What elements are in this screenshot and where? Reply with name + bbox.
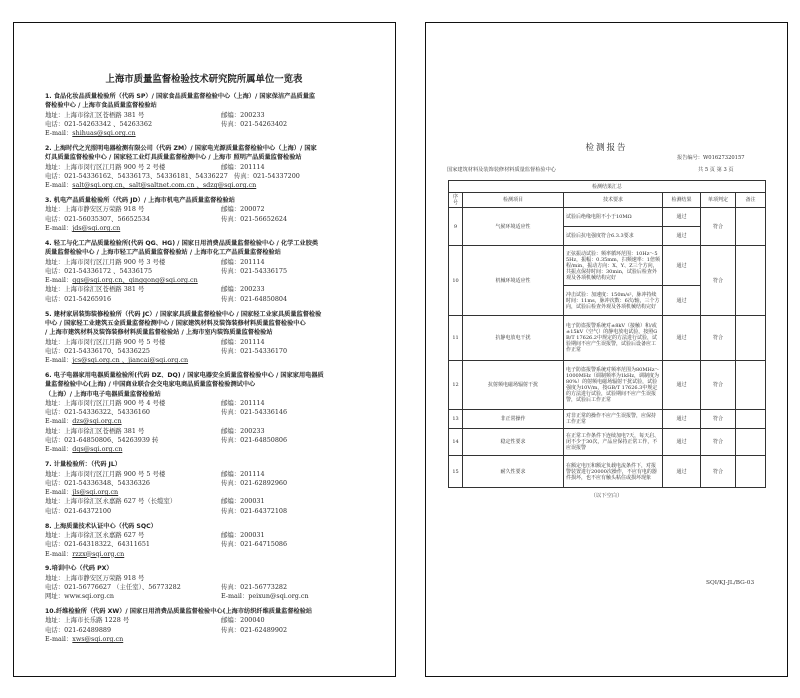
contact-right: 邮编：201114 [221,469,265,478]
contact-line [45,120,390,129]
entry-heading-line: 量监督检验中心(上海) / 中国商业联合会交电家电商品质量监督检验测试中心 [45,381,256,389]
entry-heading-line: 中心 / 国家轻工业建筑五金质量监督检测中心 / 国家建筑材料及装饰装修材料质量监督检验中心 [45,319,306,327]
contact-left: 地址：上海市徐汇区永嘉路 627 号 [45,530,145,539]
table-row [449,246,766,286]
cell-item: 抗射频电磁场辐射干扰 [463,361,564,410]
email-label: E-mail： [45,356,73,365]
cell-serial: 12 [449,361,463,410]
cell-requirement: 电子防盗报警系统对±8kV（接触）和/或±15kV（空气）的静电放电试验，按照GB/T 17626.2中规定的方法进行试验，试验期间不应产生误报警，试验后设备应工作正常 [564,316,663,361]
cell-serial: 13 [449,410,463,429]
directory-entry-list [45,92,390,644]
email-line [45,224,390,233]
directory-content [45,74,390,650]
table-header-row [449,193,766,208]
contact-right: 传真：021-62892960 [221,478,288,487]
form-code: SQI/KJ-JL/BG-03 [706,580,755,586]
contact-line [45,531,390,540]
contact-line [45,479,390,488]
cell-requirement: 在正常工作条件下连续加电7天，每天启、闭不少于30次，产品应保持正常工作，不应误报警 [564,429,663,456]
cell-serial: 15 [449,456,463,488]
cell-result: 通过 [663,410,701,429]
cell-serial: 9 [449,208,463,246]
report-page [425,22,788,677]
entry-heading-line: （上海）/ 上海市电子电器质量监督检验站 [45,390,161,398]
directory-entry-10 [45,607,390,644]
contact-left: 电话：021-56776627 （主任室）、56773282 [45,583,181,591]
email-line [45,635,390,644]
cell-result: 通过 [663,246,701,286]
cell-result: 通过 [663,429,701,456]
contact-left: 电话：021-54265916 [45,294,112,303]
contact-right: E-mail：peixun@sqi.org.cn [221,592,309,601]
cell-requirement: 对非正常的操作不应产生误报警，应保持工作正常 [564,410,663,429]
cell-remark [736,410,766,429]
entry-heading-line: / 上海市建筑材料及装饰装修材料质量监督检验站 / 上海市室内装饰质量监督检验站 [45,329,273,337]
cell-result: 通过 [663,227,701,246]
entry-heading-line: 2. 上海时代之光照明电器检测有限公司（代码 ZM）/ 国家电光源质量监督检验中心（上海）/ 国家 [45,145,317,153]
cell-verdict: 符合 [701,456,736,488]
email-line [45,550,390,559]
cell-verdict: 符合 [701,208,736,246]
contact-line [45,626,390,635]
email-address: dqs@sqi.org.cn [72,445,123,454]
email-line [45,129,390,138]
cell-verdict: 符合 [701,246,736,316]
column-header: 单项判定 [701,193,736,208]
cell-serial: 11 [449,316,463,361]
report-organization: 国家建筑材料及装饰装修材料质量监督检验中心 [447,167,556,173]
contact-right: 传真：021-64372108 [221,506,288,515]
cell-result: 通过 [663,316,701,361]
email-address: xws@sqi.org.cn [72,635,124,644]
cell-remark [736,456,766,488]
contact-right: 邮编：200072 [221,205,265,214]
contact-line [45,574,390,583]
entry-heading-line: 4. 轻工与化工产品质量检验所(代码 QG、HG) / 国家日用消费品质量监督检验中心 / 化学工业胶类 [45,239,319,247]
directory-entry-9 [45,564,390,601]
email-line [45,417,390,426]
contact-left: 地址：上海市闵行区江月路 900 号 5 号楼 [45,337,166,346]
contact-left: 电话：021-54336162、54336173、54336181、54336227 [45,171,228,180]
directory-entry-8 [45,522,390,559]
contact-right: 传真：021-54336170 [221,346,288,355]
email-label: E-mail： [45,181,73,190]
cell-item: 稳定性要求 [463,429,564,456]
directory-entry-6 [45,371,390,455]
directory-page [13,22,396,677]
contact-line [45,616,390,625]
email-address: jls@sqi.org.cn [72,488,119,497]
contact-line [45,583,390,592]
contact-left: 地址：上海市徐汇区永嘉路 627 号（长缆室） [45,497,177,506]
page-count: 共 5 页 第 3 页 [698,167,734,173]
contact-line [45,347,390,356]
directory-entry-5 [45,310,390,366]
contact-left: 地址：上海市长乐路 1228 号 [45,616,130,625]
email-label: E-mail： [45,635,73,644]
contact-right: 传真：021-64715086 [221,540,288,549]
email-label: E-mail： [45,276,73,285]
entry-heading-line: 10.纤维检验所（代码 XW）/ 国家日用消费品质量监督检验中心(上海市纺织纤维质量监督检验站 [45,608,313,616]
contact-line [45,163,390,172]
report-number: 报告编号：W01627320157 [677,155,745,161]
cell-verdict: 符合 [701,316,736,361]
contact-line [45,497,390,506]
entry-heading-line: 7. 计量检验所：（代码 JL） [45,461,121,469]
cell-remark [736,429,766,456]
column-header: 备注 [736,193,766,208]
table-row [449,208,766,227]
column-header: 序号 [449,193,463,208]
contact-left: 电话：021-64850806、54263939 转 [45,436,159,445]
directory-entry-7 [45,460,390,516]
cell-remark [736,208,766,246]
contact-line [45,111,390,120]
contact-line [45,436,390,445]
contact-right: 邮编：201114 [221,257,265,266]
results-table [448,180,766,488]
table-row [449,410,766,429]
entry-heading-line: 督检验中心 / 上海市食品质量监督检验站 [45,102,157,110]
table-row [449,456,766,488]
entry-heading-line: 灯具质量监督检验中心 / 国家轻工业灯具质量监督检测中心 / 上海市 照明产品质量监督检验站 [45,154,302,162]
directory-entry-4 [45,239,390,304]
cell-item: 抗静电放电干扰 [463,316,564,361]
report-title: 检测报告 [585,143,628,153]
blank-note: （以下空白） [590,493,623,499]
directory-entry-2 [45,144,390,190]
contact-line [45,399,390,408]
contact-left: 电话：021-62489889 [45,625,112,634]
contact-right: 传真：021-64850804 [221,294,288,303]
directory-entry-1 [45,92,390,138]
contact-line [45,172,390,181]
cell-requirement: 试验后绝缘电阻不小于10MΩ [564,208,663,227]
cell-verdict: 符合 [701,361,736,410]
contact-left: 电话：021-54336172 、54336175 [45,266,153,275]
contact-right: 传真：021-62489902 [221,625,288,634]
contact-left: 电话：021-64372100 [45,506,112,515]
contact-line [45,215,390,224]
entry-heading-line: 9.培训中心（代码 PX） [45,565,113,573]
email-label: E-mail： [45,417,73,426]
contact-right: 邮编：201114 [221,398,265,407]
contact-left: 电话：021-54336170、54336225 [45,346,150,355]
contact-left: 地址：上海市闵行区江月路 900 号 2 号楼 [45,162,166,171]
email-address: rzzx@sqi.org.cn [72,549,125,558]
contact-left: 电话：021-56035307、56652534 [45,214,150,223]
table-row [449,429,766,456]
contact-right: 邮编：200233 [221,285,265,294]
entry-heading-line: 3. 机电产品质量检验所（代码 JD）/ 上海市机电产品质量监督检验站 [45,197,235,205]
email-line [45,445,390,454]
contact-line [45,540,390,549]
contact-line [45,408,390,417]
contact-right: 传真：021-54263402 [221,119,288,128]
contact-left: 地址：上海市徐汇区苍梧路 381 号 [45,426,145,435]
email-label: E-mail： [45,549,73,558]
entry-heading-line: 5. 建材家居装饰装修检验所（代码 JC）/ 国家家具质量监督检验中心 / 国家轻工业家具质量监督检验 [45,310,322,318]
cell-item: 气候环境适应性 [463,208,564,246]
column-header: 检测项目 [463,193,564,208]
contact-right: 邮编：200031 [221,530,265,539]
email-label: E-mail： [45,129,73,138]
entry-heading-line: 8. 上海质量技术认证中心（代码 SQC） [45,522,157,530]
cell-requirement: 冲击试验：加速度：150m/s²，脉冲持续时间：11ms，脉冲次数：6次/轴，三个方向，试验后检查外观及各项机械结构完好 [564,286,663,316]
contact-left: 电话：021-54263342 、54263362 [45,119,153,128]
contact-left: 地址：上海市闵行区江月路 900 号 5 号楼 [45,469,166,478]
email-address: shihuas@sqi.org.cn [72,129,136,138]
contact-left: 地址：上海市徐汇区苍梧路 381 号 [45,110,145,119]
entry-heading-line: 6. 电子电器家用电器质量检验所(代码 DZ、DQ) / 国家电器安全质量监督检验中心 / 国家家用电器质 [45,371,324,379]
contact-right: 邮编：200233 [221,426,265,435]
contact-right: 传真：021-56773282 [221,583,288,591]
contact-line [45,592,390,601]
contact-line [45,470,390,479]
email-address: qgs@sqi.org.cn、qingqong@sqi.org.cn [72,276,198,285]
email-address: dzs@sqi.org.cn [72,417,122,426]
cell-serial: 14 [449,429,463,456]
email-line [45,356,390,365]
cell-verdict: 符合 [701,429,736,456]
contact-line [45,338,390,347]
contact-left: 地址：上海市徐汇区苍梧路 381 号 [45,285,145,294]
cell-serial: 10 [449,246,463,316]
cell-result: 通过 [663,456,701,488]
email-address: jcs@sqi.org.cn 、jiancai@sqi.org.cn [72,356,189,365]
column-header: 技术要求 [564,193,663,208]
email-label: E-mail： [45,488,73,497]
results-table-wrapper [448,180,765,499]
email-label: E-mail： [45,224,73,233]
contact-left: 电话：021-54336322、54336160 [45,408,150,417]
table-title-row [449,181,766,193]
contact-line [45,285,390,294]
contact-right: 邮编：200031 [221,497,265,506]
contact-line [45,507,390,516]
contact-left: 电话：021-54336348、54336326 [45,478,150,487]
cell-result: 通过 [663,286,701,316]
contact-right: 邮编：201114 [221,337,265,346]
email-address: jds@sqi.org.cn [72,224,121,233]
contact-right: 传真：021-54337200 [233,171,300,180]
contact-line [45,267,390,276]
contact-right: 传真：021-64850806 [221,436,288,445]
cell-result: 通过 [663,361,701,410]
contact-left: 地址：上海市闵行区江月路 900 号 4 号楼 [45,398,166,407]
cell-item: 耐久性要求 [463,456,564,488]
email-label: E-mail： [45,445,73,454]
cell-result: 通过 [663,208,701,227]
contact-right: 传真：021-54336146 [221,408,288,417]
cell-remark [736,361,766,410]
contact-line [45,258,390,267]
entry-heading-line: 质量监督检验中心 / 上海市轻工产品质量监督检验站 / 上海市化工产品质量监督检验站 [45,249,281,257]
cell-requirement: 电子防盗报警系统对频率范围为80MHz～1000MHz（调制频率为1kHz，调制度为80%）的射频电磁场辐射干扰试验，试验强度为10V/m，按GB/T 17626.3中规定的方法进行试验，试验期间不应产生误报警，试验后工作正常 [564,361,663,410]
cell-remark [736,316,766,361]
contact-right: 传真：021-54336175 [221,266,288,275]
contact-left: 地址：上海市静安区万荣路 918 号 [45,573,145,582]
contact-right: 邮编：200233 [221,110,265,119]
contact-line [45,295,390,304]
email-line [45,181,390,190]
contact-right: 邮编：201114 [221,162,265,171]
contact-line [45,427,390,436]
contact-right: 传真：021-56652624 [221,214,288,223]
contact-left: 网址：www.sqi.org.cn [45,592,115,601]
results-table-body [449,181,766,488]
cell-item: 机械环境适应性 [463,246,564,316]
cell-remark [736,246,766,316]
contact-left: 电话：021-64318322、64311651 [45,540,150,549]
email-address: salt@sqi.org.cn、salt@saltnet.com.cn 、sdzg@sqi.org.cn [72,181,257,190]
table-row [449,361,766,410]
directory-entry-3 [45,196,390,233]
entry-heading-line: 1. 食品化妆品质量检验所（代码 SP）/ 国家食品质量监督检验中心（上海）/ 国家保洁产品质量监 [45,93,316,100]
cell-requirement: 在额定电压和额定负载电流条件下，对报警装置进行20000次操作，不应有电的器件损坏，也不应有触头粘住或损坏现象 [564,456,663,488]
contact-left: 地址：上海市闵行区江月路 900 号 3 号楼 [45,257,166,266]
cell-item: 非正常操作 [463,410,564,429]
cell-verdict: 符合 [701,410,736,429]
table-row [449,316,766,361]
contact-line [45,205,390,214]
directory-title: 上海市质量监督检验技术研究院所属单位一览表 [105,74,303,85]
contact-right: 邮编：200040 [221,616,265,625]
cell-requirement: 正弦振动试验：频率循环范围：10Hz～55Hz，振幅：0.35mm，扫频速率：1倍频程/min，振动方向：X、Y、Z三个方向，共振点保持时间：30min，试验后检查外观及各项机械结构完好 [564,246,663,286]
column-header: 检测结果 [663,193,701,208]
cell-requirement: 试验后抗电强度符合6.3.3要求 [564,227,663,246]
table-title: 检测结果汇总 [449,181,766,193]
contact-left: 地址：上海市静安区万荣路 918 号 [45,205,145,214]
